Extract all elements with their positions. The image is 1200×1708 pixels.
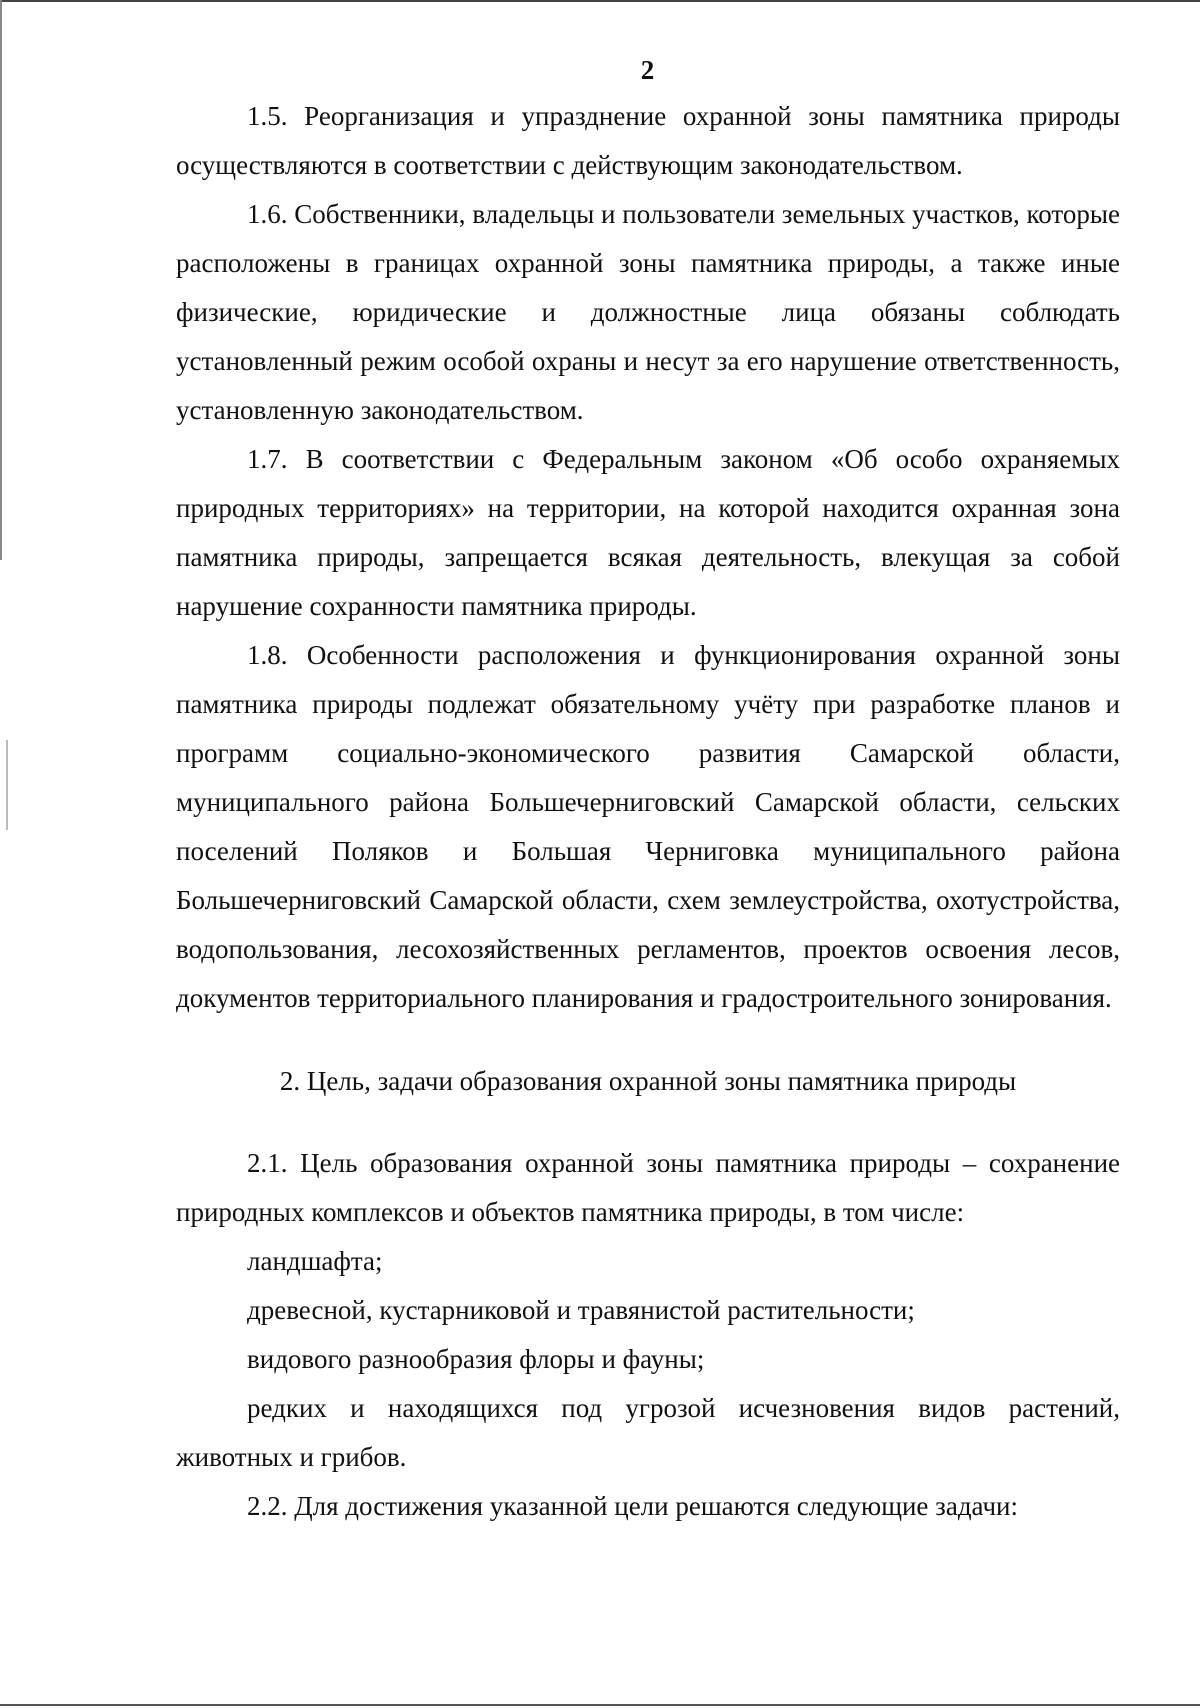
document-body xyxy=(176,92,1120,1531)
scan-edge-bottom xyxy=(0,1704,1200,1706)
list-item: видового разнообразия флоры и фауны; xyxy=(247,1344,705,1374)
list-item: древесной, кустарниковой и травянистой растительности; xyxy=(247,1295,915,1325)
paragraph-1-5: 1.5. Реорганизация и упразднение охранной зоны памятника природы осуществляются в соответствии с действующим законодательством. xyxy=(176,101,1120,180)
paragraph-2-2: 2.2. Для достижения указанной цели решаются следующие задачи: xyxy=(247,1491,1018,1521)
paragraph-rare-species: редких и находящихся под угрозой исчезновения видов растений, животных и грибов. xyxy=(176,1393,1120,1472)
paragraph-1-7: 1.7. В соответствии с Федеральным законом «Об особо охраняемых природных территориях» на территории, на которой находится охранная зона памятника природы, запрещается всякая деятельность, влекущая за собой нарушение сохранности памятника природы. xyxy=(176,444,1120,621)
paragraph-2-1: 2.1. Цель образования охранной зоны памятника природы – сохранение природных комплексов и объектов памятника природы, в том числе: xyxy=(176,1148,1120,1227)
section-2-heading: 2. Цель, задачи образования охранной зоны памятника природы xyxy=(279,1066,1017,1096)
scan-edge-top xyxy=(0,0,1200,2)
paragraph-1-6: 1.6. Собственники, владельцы и пользователи земельных участков, которые расположены в границах охранной зоны памятника природы, а также иные физические, юридические и должностные лица обязаны соблюдать установленный режим особой охраны и несут за его нарушение ответственность, установленную законодательством. xyxy=(176,199,1120,425)
scan-artifact-mark xyxy=(6,740,8,830)
page-number: 2 xyxy=(640,55,655,85)
paragraph-1-8: 1.8. Особенности расположения и функционирования охранной зоны памятника природы подлежат обязательному учёту при разработке планов и программ социально-экономического развития Самарской области, муниципального района Большечерниговский Самарской области, сельских поселений Поляков и Большая Черниговка муниципального района Большечерниговский Самарской области, схем землеустройства, охотустройства, водопользования, лесохозяйственных регламентов, проектов освоения лесов, документов территориального планирования и градостроительного зонирования. xyxy=(176,640,1120,1013)
list-item: ландшафта; xyxy=(247,1246,383,1276)
